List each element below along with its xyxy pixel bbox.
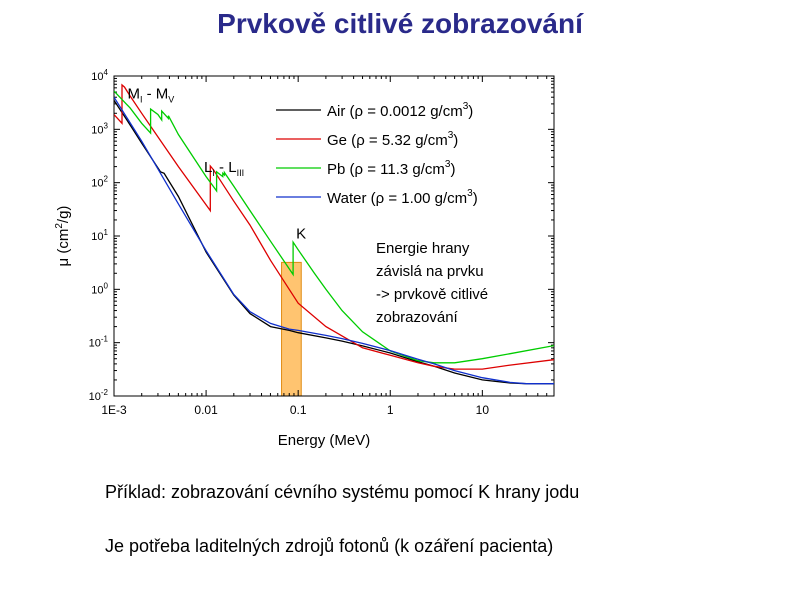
annotation-k-edge: K <box>296 225 307 243</box>
callout-line: -> prvkově citlivé <box>376 286 489 303</box>
legend-label-pb: Pb (ρ = 11.3 $g/cm^3$) <box>327 159 456 178</box>
callout-line: závislá na prvku <box>376 263 484 280</box>
annotation-l-edge: $L_I - L_{III}$ <box>204 158 245 178</box>
x-tick-label: 10 <box>475 403 490 417</box>
x-tick-label: 1 <box>386 403 394 417</box>
y-tick-label: $10^2$ <box>91 174 108 190</box>
callout-line: Energie hrany <box>376 240 470 257</box>
note-requirement: Je potřeba laditelných zdrojů fotonů (k ozáření pacienta) <box>105 536 554 556</box>
x-axis-label: Energy (MeV) <box>277 432 371 449</box>
x-tick-label: 0.01 <box>194 403 218 417</box>
legend-label-air: Air (ρ = 0.0012 $g/cm^3$) <box>327 101 474 120</box>
y-tick-label: $10^3$ <box>91 121 108 137</box>
legend-label-water: Water (ρ = 1.00 $g/cm^3$) <box>327 188 478 207</box>
series-line-ge <box>114 85 554 369</box>
plot-frame <box>114 76 554 396</box>
x-tick-label: 0.1 <box>289 403 307 417</box>
y-tick-label: $10^0$ <box>91 281 108 297</box>
legend-label-ge: Ge (ρ = 5.32 $g/cm^3$) <box>327 130 459 149</box>
y-tick-label: $10^{-1}$ <box>88 334 108 350</box>
slide-title: Prvkově citlivé zobrazování <box>217 8 583 39</box>
note-example: Příklad: zobrazování cévního systému pomocí K hrany jodu <box>105 482 580 502</box>
y-tick-label: $10^{-2}$ <box>88 388 108 403</box>
series-group <box>114 85 554 384</box>
x-tick-label: 1E-3 <box>101 403 127 417</box>
annotation-m-edge: $M_I - M_V$ <box>127 85 175 105</box>
y-tick-label: $10^1$ <box>91 228 108 243</box>
y-tick-label: $10^4$ <box>91 68 108 83</box>
y-axis-label: μ $(cm^2/g)$ <box>54 205 72 267</box>
callout-line: zobrazování <box>376 309 458 326</box>
